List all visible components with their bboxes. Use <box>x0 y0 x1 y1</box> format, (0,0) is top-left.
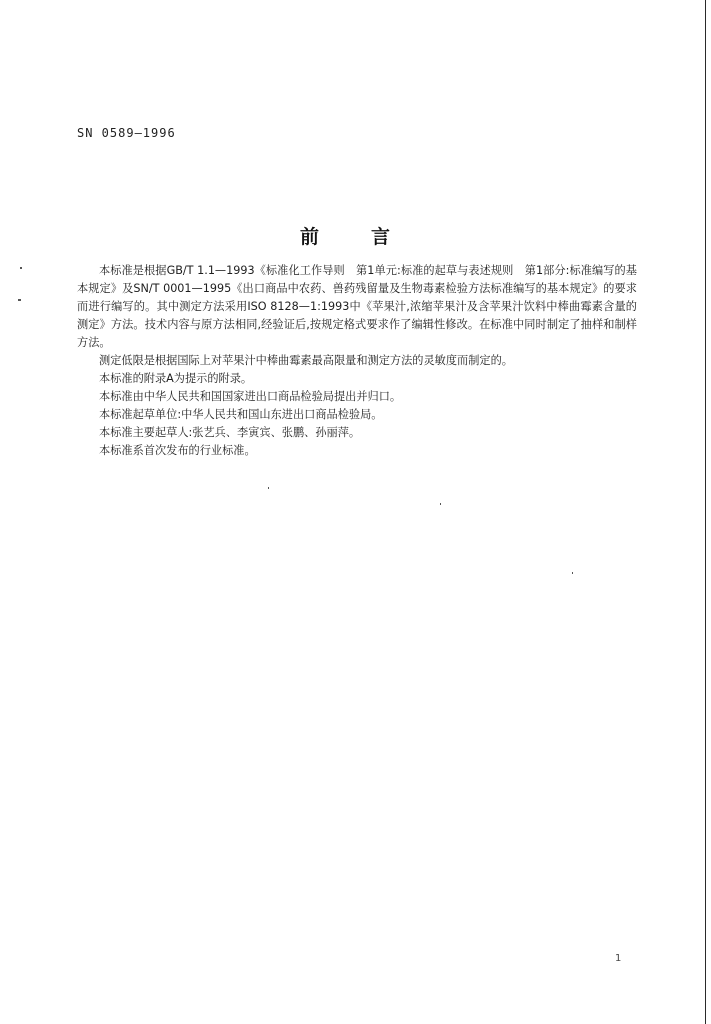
scan-speck <box>440 503 441 505</box>
foreword-body <box>77 262 637 460</box>
page-edge-line <box>705 0 706 1024</box>
paragraph: 本标准系首次发布的行业标准。 <box>99 444 256 457</box>
paragraph: 本标准的附录A为提示的附录。 <box>99 372 253 385</box>
scan-speck <box>18 299 21 301</box>
standard-code: SN 0589—1996 <box>77 126 176 140</box>
paragraph: 本标准由中华人民共和国国家进出口商品检验局提出并归口。 <box>99 390 402 403</box>
scan-speck <box>572 572 573 574</box>
scan-speck <box>268 487 269 489</box>
paragraph: 本标准起草单位:中华人民共和国山东进出口商品检验局。 <box>99 408 383 421</box>
page-number: 1 <box>615 953 622 964</box>
paragraph: 本标准是根据GB/T 1.1—1993《标准化工作导则 第1单元:标准的起草与表述规则 第1部分:标准编写的基本规定》及SN/T 0001—1995《出口商品中农药、兽药残留量及生物毒素检验方法标准编写的基本规定》的要求而进行编写的。其中测定方法采用ISO 8128—1:1993中《苹果汁,浓缩苹果汁及含苹果汁饮料中棒曲霉素含量的测定》方法。技术内容与原方法相同,经验证后,按规定格式要求作了编辑性修改。在标准中同时制定了抽样和制样方法。 <box>77 264 637 349</box>
paragraph: 测定低限是根据国际上对苹果汁中棒曲霉素最高限量和测定方法的灵敏度而制定的。 <box>99 354 513 367</box>
scan-speck <box>20 267 22 269</box>
paragraph: 本标准主要起草人:张艺兵、李寅宾、张鹏、孙丽萍。 <box>99 426 361 439</box>
page-title: 前言 <box>300 226 443 248</box>
